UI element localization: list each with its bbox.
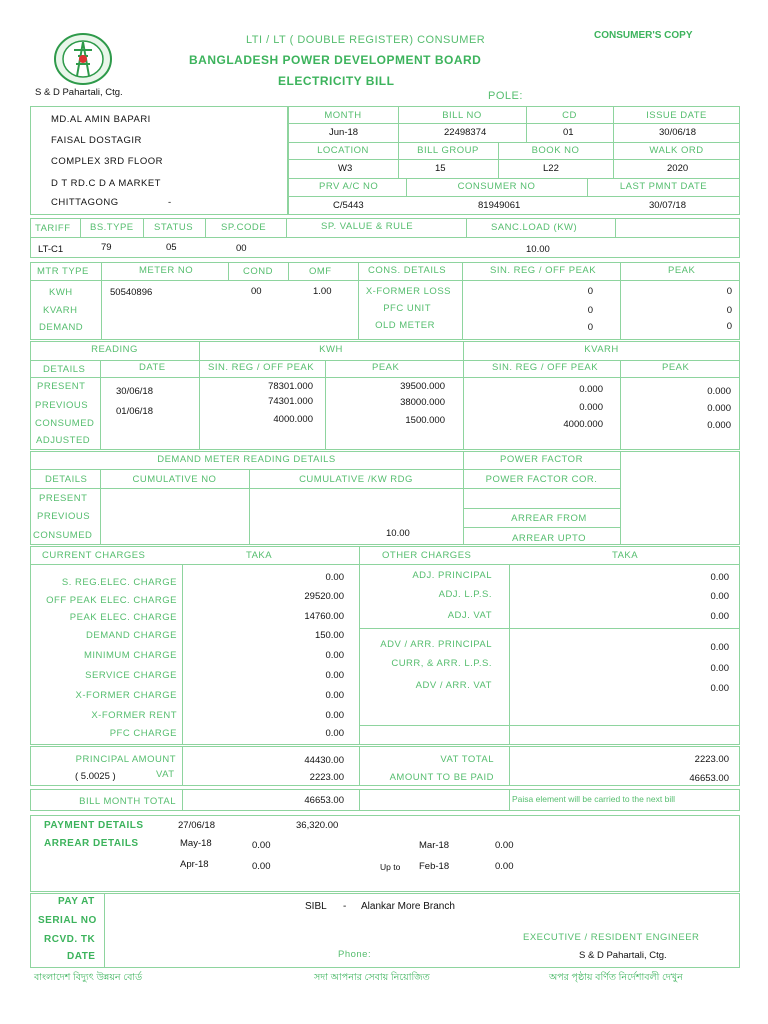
bill-total-value: 46653.00 [304,795,344,806]
charge-label-5: MINIMUM CHARGE [83,650,177,661]
consumer-address-3: D T RD.C D A MARKET [51,178,161,189]
charge-value-8: 0.00 [325,710,344,721]
h-kvarh: KVARH [584,344,619,355]
other-label-5: CURR, & ARR. L.P.S. [391,658,492,669]
prv-ac-value: C/5443 [333,200,364,211]
kwh-sin-consumed: 4000.000 [273,414,313,425]
paisa-note: Paisa element will be carried to the next bill [512,794,675,804]
charge-label-9: PFC CHARGE [109,728,177,739]
charge-value-5: 0.00 [325,650,344,661]
bank-name: SIBL [305,901,327,912]
h-month: MONTH [324,110,362,121]
h-other-charges: OTHER CHARGES [382,550,472,561]
reading-previous: PREVIOUS [35,400,89,411]
arrear-from: ARREAR FROM [511,513,587,524]
upto-label: Up to [380,862,401,872]
pay-at-label: PAY AT [58,896,95,907]
h-date: DATE [139,362,166,373]
arrear-value-3: 0.00 [495,840,514,851]
charge-label-7: X-FORMER CHARGE [75,690,177,701]
demand-present: PRESENT [39,493,88,504]
arrear-label: ARREAR DETAILS [44,838,139,849]
other-value-4: 0.00 [710,642,729,653]
upto-month: Feb-18 [419,861,450,872]
reading-consumed: CONSUMED [35,418,95,429]
office-name: S & D Pahartali, Ctg. [35,87,123,98]
type-kwh: KWH [49,287,73,298]
h-prv-ac: PRV A/C NO [319,181,379,192]
consumed-kw-value: 10.00 [386,528,410,539]
payment-label: PAYMENT DETAILS [44,820,144,831]
kwh-sin-previous: 74301.000 [268,396,313,407]
cd-value: 01 [563,127,574,138]
h-cum-kw: CUMULATIVE /KW RDG [299,474,413,485]
other-value-6: 0.00 [710,683,729,694]
amount-label: AMOUNT TO BE PAID [389,772,494,783]
h-power-factor: POWER FACTOR [500,454,583,465]
h-meter-no: METER NO [139,265,194,276]
demand-box [30,451,740,545]
pole-label: POLE: [488,90,523,102]
h-sp-code: SP.CODE [221,222,267,233]
h-location: LOCATION [317,145,369,156]
arrear-month-3: Mar-18 [419,840,450,851]
demand-previous: PREVIOUS [37,511,91,522]
bill-no-value: 22498374 [444,127,487,138]
upto-value: 0.00 [495,861,514,872]
kvarh-peak-previous: 0.000 [707,403,731,414]
type-kvarh: KVARH [43,305,78,316]
type-demand: DEMAND [39,322,84,333]
h-issue-date: ISSUE DATE [646,110,707,121]
arrear-month-1: May-18 [180,838,212,849]
h-bill-no: BILL NO [442,110,482,121]
reading-adjusted: ADJUSTED [36,435,91,446]
cons-xformer-loss: X-FORMER LOSS [365,286,451,297]
reading-present: PRESENT [37,381,86,392]
h-kwh: KWH [319,344,343,355]
bpdb-logo [52,32,114,86]
consumer-name: MD.AL AMIN BAPARI [51,114,151,125]
principal-label: PRINCIPAL AMOUNT [75,754,176,765]
sanc-load-value: 10.00 [526,244,550,255]
sin-value-2: 0 [587,305,593,316]
kwh-sin-present: 78301.000 [268,381,313,392]
h-kwh-sin: SIN. REG / OFF PEAK [208,362,315,373]
book-no-value: L22 [543,163,559,174]
h-kvarh-peak: PEAK [662,362,690,373]
bank-separator: - [343,901,347,912]
other-label-2: ADJ. L.P.S. [438,589,492,600]
h-sanc-load: SANC.LOAD (KW) [491,222,578,233]
h-kvarh-sin: SIN. REG / OFF PEAK [492,362,599,373]
h-omf: OMF [309,266,332,277]
bn-instructions: অপর পৃষ্ঠায় বর্ণিত নির্দেশাবলী দেখুন [549,972,683,983]
h-demand-details: DETAILS [45,474,88,485]
kvarh-sin-present: 0.000 [579,384,603,395]
other-label-4: ADV / ARR. PRINCIPAL [380,639,492,650]
charge-value-3: 14760.00 [304,611,344,622]
other-value-5: 0.00 [710,663,729,674]
bank-branch: Alankar More Branch [361,901,455,912]
cond-value: 00 [251,286,262,297]
previous-date: 01/06/18 [116,406,153,417]
kvarh-peak-consumed: 0.000 [707,420,731,431]
date-label: DATE [67,951,96,962]
peak-value-3: 0 [726,321,732,332]
h-consumer-no: CONSUMER NO [457,181,536,192]
serial-no-label: SERIAL NO [38,915,97,926]
bill-title: ELECTRICITY BILL [278,74,395,88]
h-last-pmnt: LAST PMNT DATE [619,181,708,192]
bill-group-value: 15 [435,163,446,174]
vat-total-value: 2223.00 [694,754,729,765]
charge-label-3: PEAK ELEC. CHARGE [69,612,177,623]
charge-value-9: 0.00 [325,728,344,739]
h-kwh-peak: PEAK [372,362,400,373]
consumer-no-value: 81949061 [478,200,521,211]
h-walk-ord: WALK ORD [649,145,704,156]
kvarh-sin-consumed: 4000.000 [563,419,603,430]
last-pmnt-value: 30/07/18 [649,200,686,211]
kvarh-peak-present: 0.000 [707,386,731,397]
vat-total-label: VAT TOTAL [440,754,494,765]
kvarh-sin-previous: 0.000 [579,402,603,413]
h-demand-title: DEMAND METER READING DETAILS [157,454,336,465]
amount-value: 46653.00 [689,773,729,784]
charge-label-8: X-FORMER RENT [91,710,177,721]
other-value-3: 0.00 [710,611,729,622]
copy-label: CONSUMER'S COPY [594,30,693,41]
charge-label-1: S. REG.ELEC. CHARGE [61,577,177,588]
arrear-month-2: Apr-18 [180,859,209,870]
h-pf-cor: POWER FACTOR COR. [485,474,598,485]
payment-date: 27/06/18 [178,820,215,831]
charge-value-7: 0.00 [325,690,344,701]
consumer-address-2: COMPLEX 3RD FLOOR [51,156,163,167]
present-date: 30/06/18 [116,386,153,397]
sin-value-1: 0 [587,286,593,297]
charge-value-4: 150.00 [314,630,344,641]
h-bs-type: BS.TYPE [90,222,134,233]
charge-label-4: DEMAND CHARGE [86,630,177,641]
h-cond: COND [243,266,273,277]
charge-value-1: 0.00 [325,572,344,583]
h-bill-group: BILL GROUP [417,145,479,156]
bill-total-label: BILL MONTH TOTAL [79,796,176,807]
h-sin-reg: SIN. REG / OFF PEAK [490,265,597,276]
vat-rate: ( 5.0025 ) [75,771,116,782]
h-cd: CD [562,110,577,121]
engineer-label: EXECUTIVE / RESIDENT ENGINEER [523,932,700,943]
walk-ord-value: 2020 [667,163,689,174]
tariff-value: LT-C1 [38,244,64,255]
status-value: 05 [166,242,177,253]
omf-value: 1.00 [313,286,332,297]
other-label-3: ADJ. VAT [447,610,492,621]
other-label-1: ADJ. PRINCIPAL [412,570,492,581]
h-current-taka: TAKA [246,550,273,561]
h-mtr-type: MTR TYPE [37,266,89,277]
sp-code-value: 00 [236,243,247,254]
peak-value-2: 0 [726,305,732,316]
other-value-2: 0.00 [710,591,729,602]
charge-label-2: OFF PEAK ELEC. CHARGE [46,595,177,606]
board-name: BANGLADESH POWER DEVELOPMENT BOARD [189,53,482,67]
h-status: STATUS [154,222,194,233]
bn-slogan: সদা আপনার সেবায় নিয়োজিত [314,972,430,983]
vat-label: VAT [156,769,175,780]
bn-board-name: বাংলাদেশ বিদ্যুৎ উন্নয়ন বোর্ড [34,972,143,983]
bs-type-value: 79 [101,242,112,253]
sin-value-3: 0 [587,322,593,333]
payment-amount: 36,320.00 [296,820,339,831]
other-label-6: ADV / ARR. VAT [415,680,492,691]
consumer-type: LTI / LT ( DOUBLE REGISTER) CONSUMER [246,34,486,46]
kwh-peak-previous: 38000.000 [400,397,445,408]
demand-consumed: CONSUMED [33,530,93,541]
h-cum-no: CUMULATIVE NO [132,474,217,485]
vat-value: 2223.00 [309,772,344,783]
month-value: Jun-18 [329,127,359,138]
consumer-address-1: FAISAL DOSTAGIR [51,135,142,146]
charge-value-6: 0.00 [325,670,344,681]
rcvd-tk-label: RCVD. TK [44,934,96,945]
h-details: DETAILS [43,364,86,375]
issue-date-value: 30/06/18 [659,127,696,138]
peak-value-1: 0 [726,286,732,297]
charge-label-6: SERVICE CHARGE [85,670,177,681]
h-peak: PEAK [668,265,696,276]
meter-no-value: 50540896 [110,287,153,298]
arrear-upto: ARREAR UPTO [512,533,586,544]
h-reading: READING [91,344,138,355]
kwh-peak-consumed: 1500.000 [405,415,445,426]
h-current-charges: CURRENT CHARGES [42,550,146,561]
other-value-1: 0.00 [710,572,729,583]
principal-value: 44430.00 [304,755,344,766]
h-sp-value: SP. VALUE & RULE [321,221,414,232]
arrear-value-2: 0.00 [252,861,271,872]
location-value: W3 [338,163,353,174]
h-tariff: TARIFF [35,223,71,234]
cons-pfc-unit: PFC UNIT [383,303,431,314]
footer-office: S & D Pahartali, Ctg. [579,950,667,961]
charge-value-2: 29520.00 [304,591,344,602]
h-cons-details: CONS. DETAILS [368,265,447,276]
arrear-value-1: 0.00 [252,840,271,851]
consumer-city-suffix: - [168,197,172,208]
h-other-taka: TAKA [612,550,639,561]
consumer-city: CHITTAGONG [51,197,119,208]
phone-label: Phone: [338,949,372,960]
cons-old-meter: OLD METER [375,320,435,331]
h-book-no: BOOK NO [531,145,580,156]
kwh-peak-present: 39500.000 [400,381,445,392]
